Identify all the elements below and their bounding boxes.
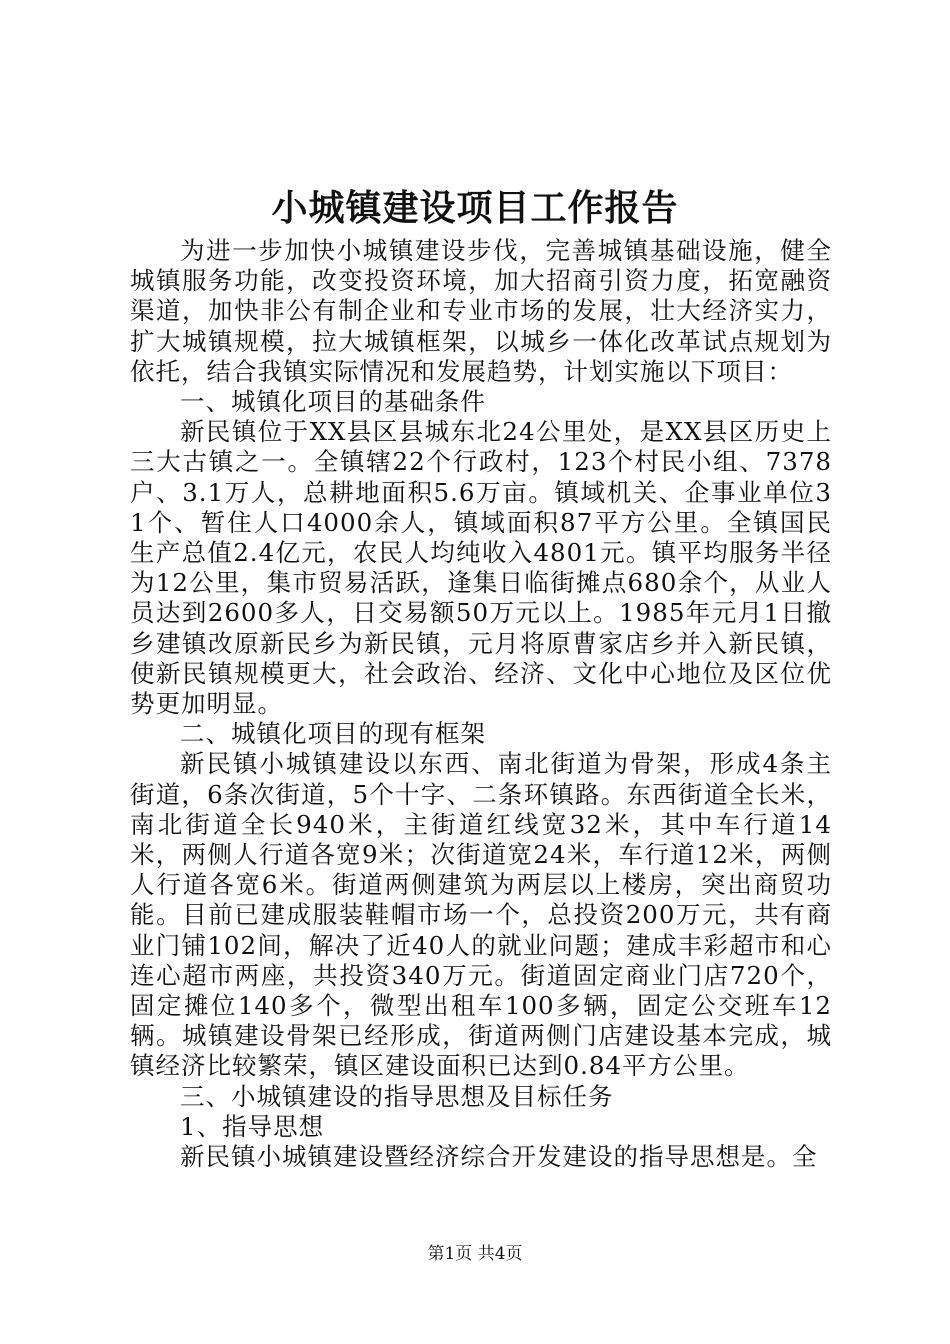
section-heading-3: 三、小城镇建设的指导思想及目标任务 xyxy=(180,1081,614,1111)
subsection-1-paragraph: 新民镇小城镇建设暨经济综合开发建设的指导思想是。全 xyxy=(180,1142,818,1172)
document-body xyxy=(130,236,832,1172)
subsection-heading-1: 1、指导思想 xyxy=(180,1111,325,1141)
section-1-paragraph: 新民镇位于XX县区县城东北24公里处，是XX县区历史上三大古镇之一。全镇辖22个行政村，123个村民小组、7378户、3.1万人，总耕地面积5.6万亩。镇域机关、企事业单位31个、暂住人口4000余人，镇域面积87平方公里。全镇国民生产总值2.4亿元，农民人均纯收入4801元。镇平均服务半径为12公里，集市贸易活跃，逢集日临街摊点680余个，从业人员达到2600多人，日交易额50万元以上。1985年元月1日撤乡建镇改原新民乡为新民镇，元月将原曹家店乡并入新民镇，使新民镇规模更大，社会政治、经济、文化中心地位及区位优势更加明显。 xyxy=(130,417,832,719)
section-2-paragraph: 新民镇小城镇建设以东西、南北街道为骨架，形成4条主街道，6条次街道，5个十字、二条环镇路。东西街道全长米，南北街道全长940米，主街道红线宽32米，其中车行道14米，两侧人行道各宽9米；次街道宽24米，车行道12米，两侧人行道各宽6米。街道两侧建筑为两层以上楼房，突出商贸功能。目前已建成服装鞋帽市场一个，总投资200万元，共有商业门铺102间，解决了近40人的就业问题；建成丰彩超市和心连心超市两座，共投资340万元。街道固定商业门店720个，固定摊位140多个，微型出租车100多辆，固定公交班车12辆。城镇建设骨架已经形成，街道两侧门店建设基本完成，城镇经济比较繁荣，镇区建设面积已达到0.84平方公里。 xyxy=(130,749,832,1081)
document-title: 小城镇建设项目工作报告 xyxy=(271,187,679,229)
intro-paragraph: 为进一步加快小城镇建设步伐，完善城镇基础设施，健全城镇服务功能，改变投资环境，加大招商引资力度，拓宽融资渠道，加快非公有制企业和专业市场的发展，壮大经济实力，扩大城镇规模，拉大城镇框架，以城乡一体化改革试点规划为依托，结合我镇实际情况和发展趋势，计划实施以下项目： xyxy=(130,236,832,386)
page-footer: 第1页 共4页 xyxy=(427,1244,523,1264)
section-heading-1: 一、城镇化项目的基础条件 xyxy=(180,387,486,417)
section-heading-2: 二、城镇化项目的现有框架 xyxy=(180,719,486,749)
